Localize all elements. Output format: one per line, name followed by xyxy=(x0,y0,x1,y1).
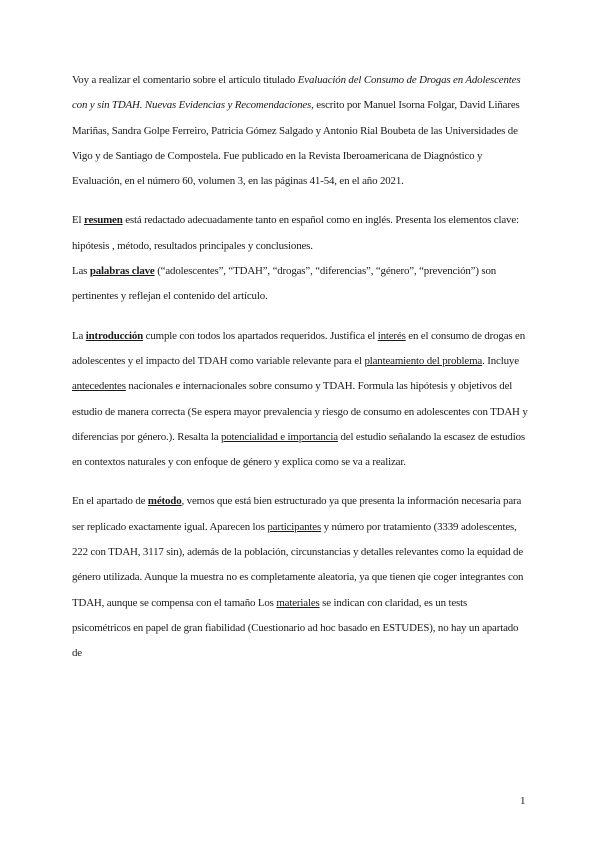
text-run: cumple con todos los apartados requeridos. Justifica el xyxy=(143,329,378,342)
text-run: Las xyxy=(72,265,90,278)
keyword-palabras-clave: palabras clave xyxy=(89,265,155,278)
article-title: Evaluación del Consumo de Drogas en Adolescentes con y sin TDAH. Nuevas Evidencias y Recomendaciones, xyxy=(72,74,521,112)
text-run: , vemos que está bien estructurado ya que presenta la información necesaria para ser replicado exactamente igual. Aparecen los xyxy=(72,495,522,533)
keyword-resumen: resumen xyxy=(83,214,123,227)
text-run: nacionales e internacionales sobre consumo y TDAH. Formula las hipótesis y objetivos del estudio de manera correcta (Se espera mayor prevalencia y riesgo de consumo en adolescentes con TDAH y diferencias por género.). Resalta la xyxy=(72,380,528,443)
text-run: Voy a realizar el comentario sobre el artículo titulado xyxy=(72,74,298,86)
page-number: 1 xyxy=(520,795,526,807)
page-body xyxy=(72,68,528,667)
text-run: escrito por Manuel Isorna Folgar, David Liñares Mariñas, Sandra Golpe Ferreiro, Patricia Gómez Salgado y Antonio Rial Boubeta de las Universidades de Vigo y de Santiago de Compostela. Fue publicado en la Revista Iberoamericana de Diagnóstico y Evaluación, en el número 60, volumen 3, en las páginas 41-54, en el año 2021. xyxy=(72,99,520,188)
underlined-planteamiento: planteamiento del problema xyxy=(364,354,483,367)
underlined-potencialidad: potencialidad e importancia xyxy=(220,430,338,443)
text-run: en el consumo de drogas en adolescentes y el impacto del TDAH como variable relevante para el xyxy=(72,329,526,367)
paragraph-article-reference xyxy=(72,68,528,194)
text-run: se indican con claridad, es un tests psicométricos en papel de gran fiabilidad (Cuestionario ad hoc basado en ESTUDES), no hay un apartado de xyxy=(72,596,519,660)
underlined-materiales: materiales xyxy=(276,596,320,609)
paragraph-metodo xyxy=(72,489,528,666)
text-run: . Incluye xyxy=(482,354,519,367)
paragraph-palabras-clave xyxy=(72,259,528,310)
text-run: La xyxy=(72,329,86,342)
underlined-interes: interés xyxy=(377,329,406,342)
keyword-metodo: método xyxy=(147,495,182,508)
underlined-participantes: participantes xyxy=(267,520,322,533)
keyword-introduccion: introducción xyxy=(85,329,144,342)
text-run: y número por tratamiento (3339 adolescentes, 222 con TDAH, 3117 sin), además de la población, circunstancias y detalles relevantes como la equidad de género utilizada. Aunque la muestra no es completamente aleatoria, ya que tienen qie coger integrantes con TDAH, aunque se compensa con el tamaño Los xyxy=(72,520,524,609)
paragraph-introduccion xyxy=(72,324,528,476)
text-run: En el apartado de xyxy=(72,495,148,508)
text-run: (“adolescentes”, “TDAH”, “drogas”, “diferencias”, “género”, “prevención”) son pertinentes y reflejan el contenido del artículo. xyxy=(72,265,497,303)
text-run: está redactado adecuadamente tanto en español como en inglés. Presenta los elementos clave: hipótesis , método, resultados principales y conclusiones. xyxy=(72,214,519,252)
paragraph-resumen xyxy=(72,208,528,259)
text-run: del estudio señalando la escasez de estudios en contextos naturales y con enfoque de género y explica como se va a realizar. xyxy=(72,430,525,469)
underlined-antecedentes: antecedentes xyxy=(72,380,126,393)
text-run: El xyxy=(72,214,84,227)
